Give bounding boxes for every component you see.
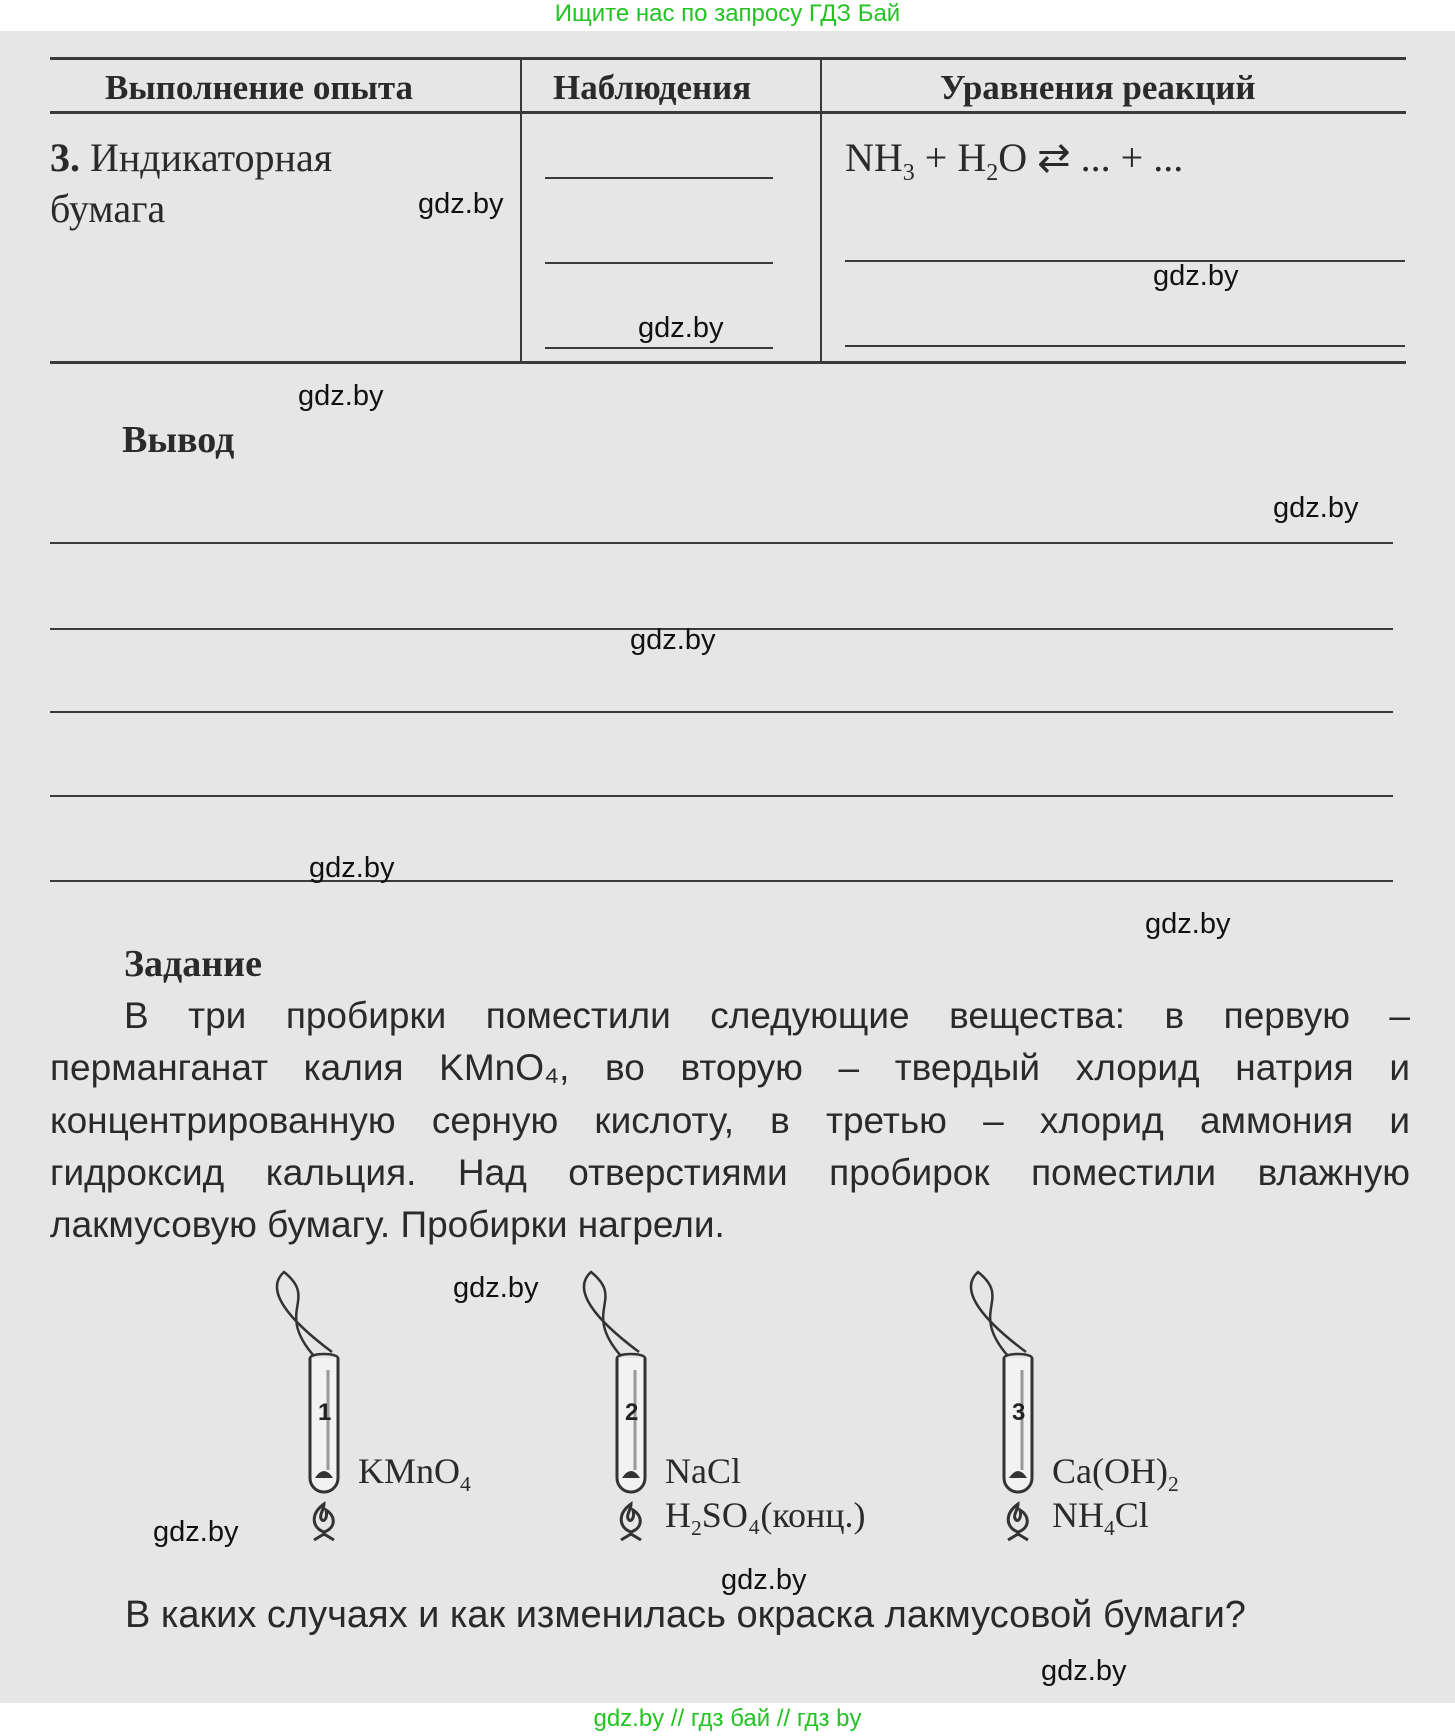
watermark: gdz.by [298,380,384,412]
formula: KMnO [358,1451,461,1491]
task-text [50,990,1410,1251]
formula: SO₄(конц.) [701,1495,866,1535]
task-line: перманганат калия KMnO₄, во вторую – твердый хлорид натрия и [50,1047,1410,1089]
eq-part: ... + ... [1070,135,1184,180]
watermark: gdz.by [1153,260,1239,292]
conclusion-heading: Вывод [122,419,235,461]
row-label-line1: Индикаторная [90,135,333,180]
flame-icon [314,1504,334,1540]
answer-line[interactable] [545,347,773,349]
eq-sub: 2 [986,160,999,186]
formula: Cl [1114,1495,1149,1535]
answer-line[interactable] [845,345,1405,347]
answer-line[interactable] [545,177,773,179]
tube-3-substance-2 [1052,1494,1149,1541]
top-banner-text: Ищите нас по запросу ГДЗ Бай [554,0,901,27]
equilibrium-arrow-icon: ⇄ [1037,135,1071,180]
formula: Ca(OH) [1052,1451,1168,1491]
question-text: В каких случаях и как изменилась окраска лакмусовой бумаги? [125,1594,1246,1636]
conclusion-line[interactable] [50,542,1393,544]
tube-2-substance [665,1450,741,1497]
watermark: gdz.by [1145,908,1231,940]
svg-text:2: 2 [625,1399,639,1426]
header-equations: Уравнения реакций [940,68,1256,107]
task-line: В три пробирки поместили следующие вещества: в первую – [124,995,1410,1036]
answer-line[interactable] [545,262,773,264]
watermark: gdz.by [418,188,504,220]
litmus-paper-icon [971,1272,1026,1356]
reaction-equation [845,134,1183,187]
eq-part: + H [914,135,987,180]
flame-icon [1008,1504,1028,1540]
tube-1-substance [358,1450,471,1497]
tube-2-substance-2 [665,1494,866,1541]
watermark: gdz.by [721,1564,807,1596]
formula-sub: 2 [691,1516,702,1541]
watermark: gdz.by [638,312,724,344]
watermark: gdz.by [153,1516,239,1548]
litmus-paper-icon [277,1272,332,1356]
task-line: гидроксид кальция. Над отверстиями пробирок поместили влажную [50,1151,1410,1193]
watermark: gdz.by [630,624,716,656]
test-tube-3 [971,1272,1032,1540]
formula-sub: 4 [1104,1516,1115,1541]
formula-sub: 2 [1167,1472,1179,1497]
eq-part: O [998,135,1028,180]
row-number: 3. [50,135,80,180]
formula-sub: 4 [460,1472,471,1497]
tube-3-substance [1052,1450,1179,1497]
task-line: концентрированную серную кислоту, в третью – хлорид аммония и [50,1099,1410,1141]
header-observations: Наблюдения [553,68,752,107]
task-line: лакмусовую бумагу. Пробирки нагрели. [50,1204,725,1246]
task-heading: Задание [124,943,262,985]
svg-text:1: 1 [318,1399,332,1426]
table-column-divider [820,58,822,363]
watermark: gdz.by [1041,1655,1127,1687]
watermark: gdz.by [309,852,395,884]
conclusion-line[interactable] [50,795,1393,797]
bottom-banner [0,1703,1455,1736]
table-header-rule [50,111,1406,114]
formula: NaCl [665,1451,741,1491]
table-bottom-rule [50,361,1406,364]
flame-icon [621,1504,641,1540]
row-label-line2: бумага [50,186,166,231]
watermark: gdz.by [453,1272,539,1304]
table-top-rule [50,57,1406,60]
eq-part: NH [845,135,903,180]
bottom-banner-text: gdz.by // гдз бай // гдз by [593,1705,862,1732]
watermark: gdz.by [1273,492,1359,524]
row-label [50,134,332,181]
test-tube-1 [277,1272,338,1540]
answer-line[interactable] [845,260,1405,262]
conclusion-line[interactable] [50,711,1393,713]
litmus-paper-icon [584,1272,639,1356]
eq-sub: 3 [902,160,915,186]
formula: H [665,1495,691,1535]
svg-text:3: 3 [1012,1399,1026,1426]
header-experiment: Выполнение опыта [105,68,413,107]
test-tube-2 [584,1272,645,1540]
conclusion-line[interactable] [50,880,1393,882]
conclusion-line[interactable] [50,628,1393,630]
top-banner [0,0,1455,31]
table-column-divider [520,58,522,363]
formula: NH [1052,1495,1104,1535]
